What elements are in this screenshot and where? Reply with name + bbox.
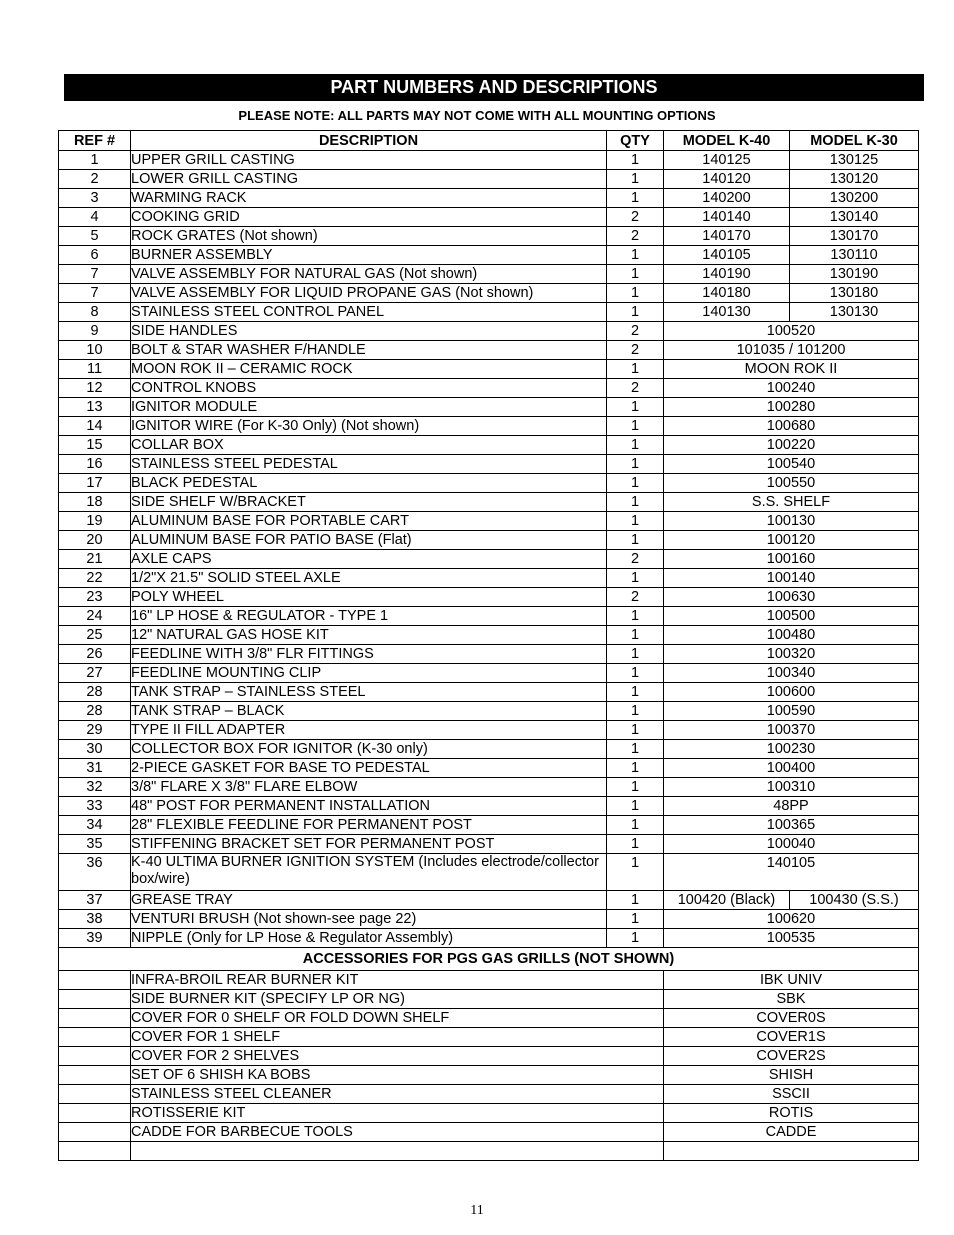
- table-row: [59, 645, 919, 664]
- table-row: [59, 778, 919, 797]
- ref-cell: [59, 1047, 131, 1066]
- model-k40-cell: 100420 (Black): [664, 891, 790, 910]
- ref-cell: 38: [59, 910, 131, 929]
- qty-cell: 1: [607, 474, 664, 493]
- table-row: [59, 759, 919, 778]
- part-number-cell: 100240: [664, 379, 919, 398]
- part-number-cell: 100220: [664, 436, 919, 455]
- ref-cell: 26: [59, 645, 131, 664]
- ref-cell: 12: [59, 379, 131, 398]
- description-cell: AXLE CAPS: [131, 550, 607, 569]
- part-number-cell: 100340: [664, 664, 919, 683]
- ref-cell: 28: [59, 702, 131, 721]
- ref-cell: 29: [59, 721, 131, 740]
- accessory-row: [59, 1104, 919, 1123]
- part-number-cell: 100365: [664, 816, 919, 835]
- ref-cell: 27: [59, 664, 131, 683]
- qty-cell: 1: [607, 569, 664, 588]
- ref-cell: 7: [59, 265, 131, 284]
- qty-cell: 1: [607, 683, 664, 702]
- table-row: [59, 816, 919, 835]
- ref-cell: [59, 1009, 131, 1028]
- accessory-row: [59, 1085, 919, 1104]
- description-cell: 2-PIECE GASKET FOR BASE TO PEDESTAL: [131, 759, 607, 778]
- ref-cell: 14: [59, 417, 131, 436]
- ref-cell: 30: [59, 740, 131, 759]
- qty-cell: 1: [607, 398, 664, 417]
- part-number-cell: 140105: [664, 854, 919, 891]
- description-cell: LOWER GRILL CASTING: [131, 170, 607, 189]
- qty-cell: 1: [607, 929, 664, 948]
- accessory-description-cell: SET OF 6 SHISH KA BOBS: [131, 1066, 664, 1085]
- ref-cell: 17: [59, 474, 131, 493]
- description-cell: UPPER GRILL CASTING: [131, 151, 607, 170]
- description-cell: FEEDLINE MOUNTING CLIP: [131, 664, 607, 683]
- part-number-cell: 100040: [664, 835, 919, 854]
- model-k30-cell: 130130: [790, 303, 919, 322]
- qty-cell: 1: [607, 607, 664, 626]
- qty-cell: 1: [607, 512, 664, 531]
- blank-row: [59, 1142, 919, 1161]
- description-cell: IGNITOR MODULE: [131, 398, 607, 417]
- accessory-row: [59, 1066, 919, 1085]
- description-cell: COLLECTOR BOX FOR IGNITOR (K-30 only): [131, 740, 607, 759]
- table-row: [59, 607, 919, 626]
- part-number-cell: 100630: [664, 588, 919, 607]
- table-row: [59, 455, 919, 474]
- part-number-cell: 100520: [664, 322, 919, 341]
- accessory-row: [59, 1123, 919, 1142]
- part-number-cell: 100320: [664, 645, 919, 664]
- ref-cell: 5: [59, 227, 131, 246]
- description-cell: TANK STRAP – STAINLESS STEEL: [131, 683, 607, 702]
- description-cell: ALUMINUM BASE FOR PATIO BASE (Flat): [131, 531, 607, 550]
- table-row: [59, 493, 919, 512]
- ref-cell: 24: [59, 607, 131, 626]
- ref-cell: 8: [59, 303, 131, 322]
- accessories-header-row: [59, 948, 919, 971]
- ref-cell: 1: [59, 151, 131, 170]
- qty-cell: 1: [607, 778, 664, 797]
- description-cell: ROCK GRATES (Not shown): [131, 227, 607, 246]
- table-row: [59, 265, 919, 284]
- ref-cell: [59, 971, 131, 990]
- ref-cell: 32: [59, 778, 131, 797]
- part-number-cell: 100550: [664, 474, 919, 493]
- description-cell: GREASE TRAY: [131, 891, 607, 910]
- table-row: [59, 854, 919, 891]
- qty-cell: 1: [607, 493, 664, 512]
- table-row: [59, 398, 919, 417]
- model-k30-cell: 130125: [790, 151, 919, 170]
- description-cell: VALVE ASSEMBLY FOR LIQUID PROPANE GAS (Not shown): [131, 284, 607, 303]
- table-row: [59, 929, 919, 948]
- ref-cell: 4: [59, 208, 131, 227]
- description-cell: 12" NATURAL GAS HOSE KIT: [131, 626, 607, 645]
- description-cell: BLACK PEDESTAL: [131, 474, 607, 493]
- table-row: [59, 835, 919, 854]
- ref-cell: [59, 1104, 131, 1123]
- model-k30-cell: 130120: [790, 170, 919, 189]
- qty-cell: 1: [607, 854, 664, 891]
- description-cell: 1/2"X 21.5" SOLID STEEL AXLE: [131, 569, 607, 588]
- description-cell: POLY WHEEL: [131, 588, 607, 607]
- part-number-cell: 100140: [664, 569, 919, 588]
- qty-cell: 1: [607, 246, 664, 265]
- qty-cell: 2: [607, 588, 664, 607]
- qty-cell: 2: [607, 208, 664, 227]
- table-row: [59, 569, 919, 588]
- accessory-row: [59, 990, 919, 1009]
- model-k30-cell: 130190: [790, 265, 919, 284]
- table-row: [59, 797, 919, 816]
- qty-cell: 1: [607, 531, 664, 550]
- ref-cell: 37: [59, 891, 131, 910]
- ref-cell: 31: [59, 759, 131, 778]
- accessory-part-cell: IBK UNIV: [664, 971, 919, 990]
- ref-cell: 6: [59, 246, 131, 265]
- table-row: [59, 740, 919, 759]
- qty-cell: 1: [607, 721, 664, 740]
- ref-cell: 36: [59, 854, 131, 891]
- table-row: [59, 626, 919, 645]
- header-description: DESCRIPTION: [131, 131, 607, 151]
- header-model-k30: MODEL K-30: [790, 131, 919, 151]
- table-row: [59, 683, 919, 702]
- accessory-part-cell: [664, 1142, 919, 1161]
- accessory-description-cell: INFRA-BROIL REAR BURNER KIT: [131, 971, 664, 990]
- note-text: PLEASE NOTE: ALL PARTS MAY NOT COME WITH ALL MOUNTING OPTIONS: [238, 108, 716, 123]
- accessory-description-cell: ROTISSERIE KIT: [131, 1104, 664, 1123]
- qty-cell: 1: [607, 740, 664, 759]
- accessory-description-cell: COVER FOR 2 SHELVES: [131, 1047, 664, 1066]
- description-cell: TANK STRAP – BLACK: [131, 702, 607, 721]
- accessories-title: ACCESSORIES FOR PGS GAS GRILLS (NOT SHOWN): [59, 948, 919, 971]
- qty-cell: 1: [607, 645, 664, 664]
- description-cell: COLLAR BOX: [131, 436, 607, 455]
- table-row: [59, 341, 919, 360]
- header-model-k40: MODEL K-40: [664, 131, 790, 151]
- qty-cell: 1: [607, 702, 664, 721]
- description-cell: ALUMINUM BASE FOR PORTABLE CART: [131, 512, 607, 531]
- ref-cell: 11: [59, 360, 131, 379]
- accessory-description-cell: COVER FOR 1 SHELF: [131, 1028, 664, 1047]
- ref-cell: 21: [59, 550, 131, 569]
- description-cell: K-40 ULTIMA BURNER IGNITION SYSTEM (Includes electrode/collector box/wire): [131, 854, 607, 891]
- description-cell: VENTURI BRUSH (Not shown-see page 22): [131, 910, 607, 929]
- part-number-cell: S.S. SHELF: [664, 493, 919, 512]
- qty-cell: 2: [607, 322, 664, 341]
- table-row: [59, 664, 919, 683]
- ref-cell: 16: [59, 455, 131, 474]
- table-row: [59, 379, 919, 398]
- accessory-row: [59, 1028, 919, 1047]
- qty-cell: 2: [607, 550, 664, 569]
- ref-cell: 35: [59, 835, 131, 854]
- qty-cell: 1: [607, 303, 664, 322]
- description-cell: IGNITOR WIRE (For K-30 Only) (Not shown): [131, 417, 607, 436]
- ref-cell: 20: [59, 531, 131, 550]
- table-row: [59, 474, 919, 493]
- qty-cell: 2: [607, 379, 664, 398]
- accessory-part-cell: SBK: [664, 990, 919, 1009]
- ref-cell: [59, 1142, 131, 1161]
- ref-cell: 3: [59, 189, 131, 208]
- ref-cell: 2: [59, 170, 131, 189]
- table-row: [59, 550, 919, 569]
- ref-cell: [59, 990, 131, 1009]
- ref-cell: [59, 1085, 131, 1104]
- qty-cell: 1: [607, 835, 664, 854]
- accessory-part-cell: ROTIS: [664, 1104, 919, 1123]
- part-number-cell: 100370: [664, 721, 919, 740]
- accessory-part-cell: CADDE: [664, 1123, 919, 1142]
- part-number-cell: 100590: [664, 702, 919, 721]
- table-row: [59, 284, 919, 303]
- accessories-body: [59, 948, 919, 1161]
- qty-cell: 1: [607, 664, 664, 683]
- description-cell: STAINLESS STEEL CONTROL PANEL: [131, 303, 607, 322]
- table-row: [59, 360, 919, 379]
- qty-cell: 1: [607, 417, 664, 436]
- table-row: [59, 891, 919, 910]
- part-number-cell: 100680: [664, 417, 919, 436]
- accessory-part-cell: SSCII: [664, 1085, 919, 1104]
- model-k40-cell: 140190: [664, 265, 790, 284]
- part-number-cell: 100540: [664, 455, 919, 474]
- description-cell: 16" LP HOSE & REGULATOR - TYPE 1: [131, 607, 607, 626]
- model-k30-cell: 130140: [790, 208, 919, 227]
- qty-cell: 1: [607, 759, 664, 778]
- qty-cell: 1: [607, 360, 664, 379]
- header-qty: QTY: [607, 131, 664, 151]
- ref-cell: 33: [59, 797, 131, 816]
- model-k40-cell: 140200: [664, 189, 790, 208]
- model-k40-cell: 140140: [664, 208, 790, 227]
- table-row: [59, 721, 919, 740]
- table-row: [59, 151, 919, 170]
- qty-cell: 1: [607, 910, 664, 929]
- part-number-cell: 100310: [664, 778, 919, 797]
- table-row: [59, 512, 919, 531]
- description-cell: NIPPLE (Only for LP Hose & Regulator Assembly): [131, 929, 607, 948]
- table-row: [59, 531, 919, 550]
- ref-cell: 18: [59, 493, 131, 512]
- header-ref: REF #: [59, 131, 131, 151]
- part-number-cell: 100280: [664, 398, 919, 417]
- ref-cell: [59, 1066, 131, 1085]
- ref-cell: [59, 1028, 131, 1047]
- table-row: [59, 588, 919, 607]
- qty-cell: 1: [607, 189, 664, 208]
- part-number-cell: 101035 / 101200: [664, 341, 919, 360]
- description-cell: 28" FLEXIBLE FEEDLINE FOR PERMANENT POST: [131, 816, 607, 835]
- description-cell: 48" POST FOR PERMANENT INSTALLATION: [131, 797, 607, 816]
- ref-cell: 19: [59, 512, 131, 531]
- description-cell: 3/8" FLARE X 3/8" FLARE ELBOW: [131, 778, 607, 797]
- description-cell: STAINLESS STEEL PEDESTAL: [131, 455, 607, 474]
- ref-cell: [59, 1123, 131, 1142]
- accessory-part-cell: SHISH: [664, 1066, 919, 1085]
- part-number-cell: 100120: [664, 531, 919, 550]
- qty-cell: 1: [607, 265, 664, 284]
- accessory-part-cell: COVER2S: [664, 1047, 919, 1066]
- qty-cell: 1: [607, 797, 664, 816]
- qty-cell: 2: [607, 341, 664, 360]
- table-row: [59, 417, 919, 436]
- accessory-description-cell: STAINLESS STEEL CLEANER: [131, 1085, 664, 1104]
- table-row: [59, 436, 919, 455]
- ref-cell: 25: [59, 626, 131, 645]
- accessory-part-cell: COVER1S: [664, 1028, 919, 1047]
- table-header-row: [59, 131, 919, 151]
- part-number-cell: 100400: [664, 759, 919, 778]
- table-row: [59, 170, 919, 189]
- accessory-row: [59, 1009, 919, 1028]
- ref-cell: 22: [59, 569, 131, 588]
- description-cell: FEEDLINE WITH 3/8" FLR FITTINGS: [131, 645, 607, 664]
- model-k40-cell: 140125: [664, 151, 790, 170]
- model-k40-cell: 140105: [664, 246, 790, 265]
- ref-cell: 13: [59, 398, 131, 417]
- table-row: [59, 227, 919, 246]
- part-number-cell: MOON ROK II: [664, 360, 919, 379]
- qty-cell: 1: [607, 284, 664, 303]
- description-cell: MOON ROK II – CERAMIC ROCK: [131, 360, 607, 379]
- qty-cell: 1: [607, 626, 664, 645]
- qty-cell: 1: [607, 891, 664, 910]
- qty-cell: 1: [607, 436, 664, 455]
- table-row: [59, 189, 919, 208]
- accessory-description-cell: CADDE FOR BARBECUE TOOLS: [131, 1123, 664, 1142]
- qty-cell: 1: [607, 816, 664, 835]
- table-row: [59, 910, 919, 929]
- part-number-cell: 100535: [664, 929, 919, 948]
- table-row: [59, 303, 919, 322]
- model-k40-cell: 140130: [664, 303, 790, 322]
- accessory-description-cell: [131, 1142, 664, 1161]
- table-row: [59, 702, 919, 721]
- description-cell: VALVE ASSEMBLY FOR NATURAL GAS (Not shown): [131, 265, 607, 284]
- model-k30-cell: 100430 (S.S.): [790, 891, 919, 910]
- ref-cell: 7: [59, 284, 131, 303]
- part-number-cell: 100500: [664, 607, 919, 626]
- description-cell: CONTROL KNOBS: [131, 379, 607, 398]
- table-row: [59, 208, 919, 227]
- description-cell: TYPE II FILL ADAPTER: [131, 721, 607, 740]
- ref-cell: 28: [59, 683, 131, 702]
- description-cell: BURNER ASSEMBLY: [131, 246, 607, 265]
- description-cell: SIDE SHELF W/BRACKET: [131, 493, 607, 512]
- model-k30-cell: 130110: [790, 246, 919, 265]
- ref-cell: 34: [59, 816, 131, 835]
- parts-body: [59, 151, 919, 948]
- model-k40-cell: 140180: [664, 284, 790, 303]
- ref-cell: 10: [59, 341, 131, 360]
- model-k30-cell: 130170: [790, 227, 919, 246]
- accessory-row: [59, 1047, 919, 1066]
- model-k40-cell: 140120: [664, 170, 790, 189]
- description-cell: COOKING GRID: [131, 208, 607, 227]
- part-number-cell: 100160: [664, 550, 919, 569]
- page-title: PART NUMBERS AND DESCRIPTIONS: [64, 74, 924, 101]
- table-row: [59, 322, 919, 341]
- ref-cell: 39: [59, 929, 131, 948]
- part-number-cell: 100620: [664, 910, 919, 929]
- accessory-row: [59, 971, 919, 990]
- accessory-description-cell: COVER FOR 0 SHELF OR FOLD DOWN SHELF: [131, 1009, 664, 1028]
- accessory-part-cell: COVER0S: [664, 1009, 919, 1028]
- ref-cell: 15: [59, 436, 131, 455]
- qty-cell: 1: [607, 151, 664, 170]
- part-number-cell: 100600: [664, 683, 919, 702]
- part-number-cell: 100480: [664, 626, 919, 645]
- description-cell: BOLT & STAR WASHER F/HANDLE: [131, 341, 607, 360]
- part-number-cell: 48PP: [664, 797, 919, 816]
- qty-cell: 1: [607, 170, 664, 189]
- description-cell: SIDE HANDLES: [131, 322, 607, 341]
- qty-cell: 1: [607, 455, 664, 474]
- model-k30-cell: 130180: [790, 284, 919, 303]
- description-cell: WARMING RACK: [131, 189, 607, 208]
- part-number-cell: 100130: [664, 512, 919, 531]
- model-k40-cell: 140170: [664, 227, 790, 246]
- description-cell: STIFFENING BRACKET SET FOR PERMANENT POST: [131, 835, 607, 854]
- part-number-cell: 100230: [664, 740, 919, 759]
- table-row: [59, 246, 919, 265]
- qty-cell: 2: [607, 227, 664, 246]
- ref-cell: 23: [59, 588, 131, 607]
- parts-table: [58, 130, 919, 1161]
- ref-cell: 9: [59, 322, 131, 341]
- accessory-description-cell: SIDE BURNER KIT (SPECIFY LP OR NG): [131, 990, 664, 1009]
- model-k30-cell: 130200: [790, 189, 919, 208]
- page-number: 11: [470, 1203, 484, 1218]
